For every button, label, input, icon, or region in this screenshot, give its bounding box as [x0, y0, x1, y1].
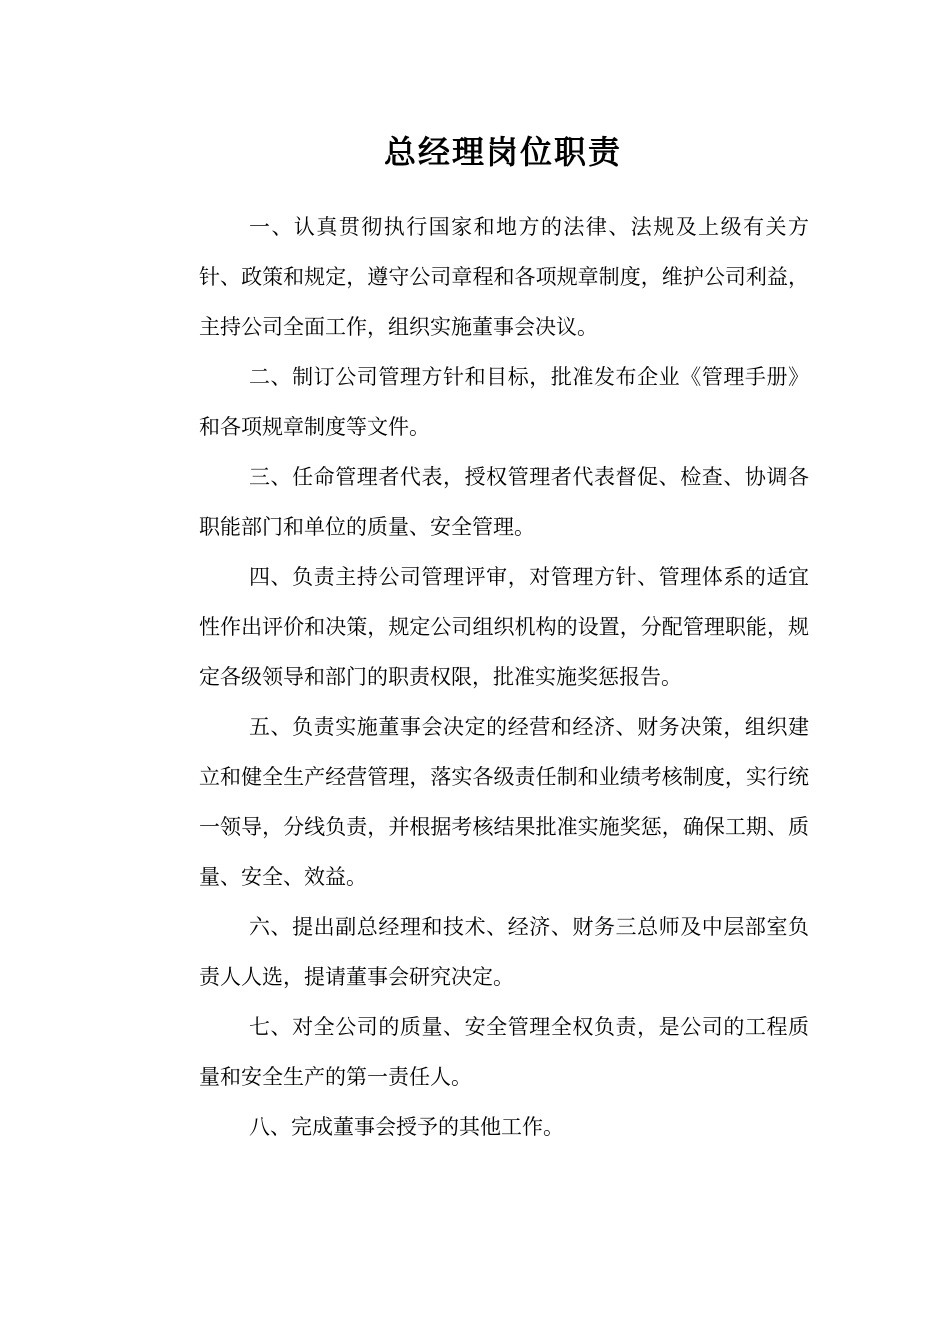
duty-paragraph-7: 七、对全公司的质量、安全管理全权负责，是公司的工程质量和安全生产的第一责任人。	[199, 1015, 809, 1089]
document-title: 总经理岗位职责	[383, 133, 622, 171]
duty-paragraph-1: 一、认真贯彻执行国家和地方的法律、法规及上级有关方针、政策和规定，遵守公司章程和各项规章制度，维护公司利益，主持公司全面工作，组织实施董事会决议。	[199, 215, 809, 339]
duty-paragraph-8: 八、完成董事会授予的其他工作。	[249, 1115, 564, 1139]
document-body	[199, 202, 809, 1152]
duty-paragraph-2: 二、制订公司管理方针和目标，批准发布企业《管理手册》和各项规章制度等文件。	[199, 365, 809, 439]
duty-paragraph-4: 四、负责主持公司管理评审，对管理方针、管理体系的适宜性作出评价和决策，规定公司组织机构的设置，分配管理职能，规定各级领导和部门的职责权限，批准实施奖惩报告。	[199, 565, 809, 689]
duty-paragraph-5: 五、负责实施董事会决定的经营和经济、财务决策，组织建立和健全生产经营管理，落实各级责任制和业绩考核制度，实行统一领导，分线负责，并根据考核结果批准实施奖惩，确保工期、质量、安全、效益。	[199, 715, 809, 889]
duty-paragraph-3: 三、任命管理者代表，授权管理者代表督促、检查、协调各职能部门和单位的质量、安全管理。	[199, 465, 809, 539]
duty-paragraph-6: 六、提出副总经理和技术、经济、财务三总师及中层部室负责人人选，提请董事会研究决定。	[199, 915, 809, 989]
